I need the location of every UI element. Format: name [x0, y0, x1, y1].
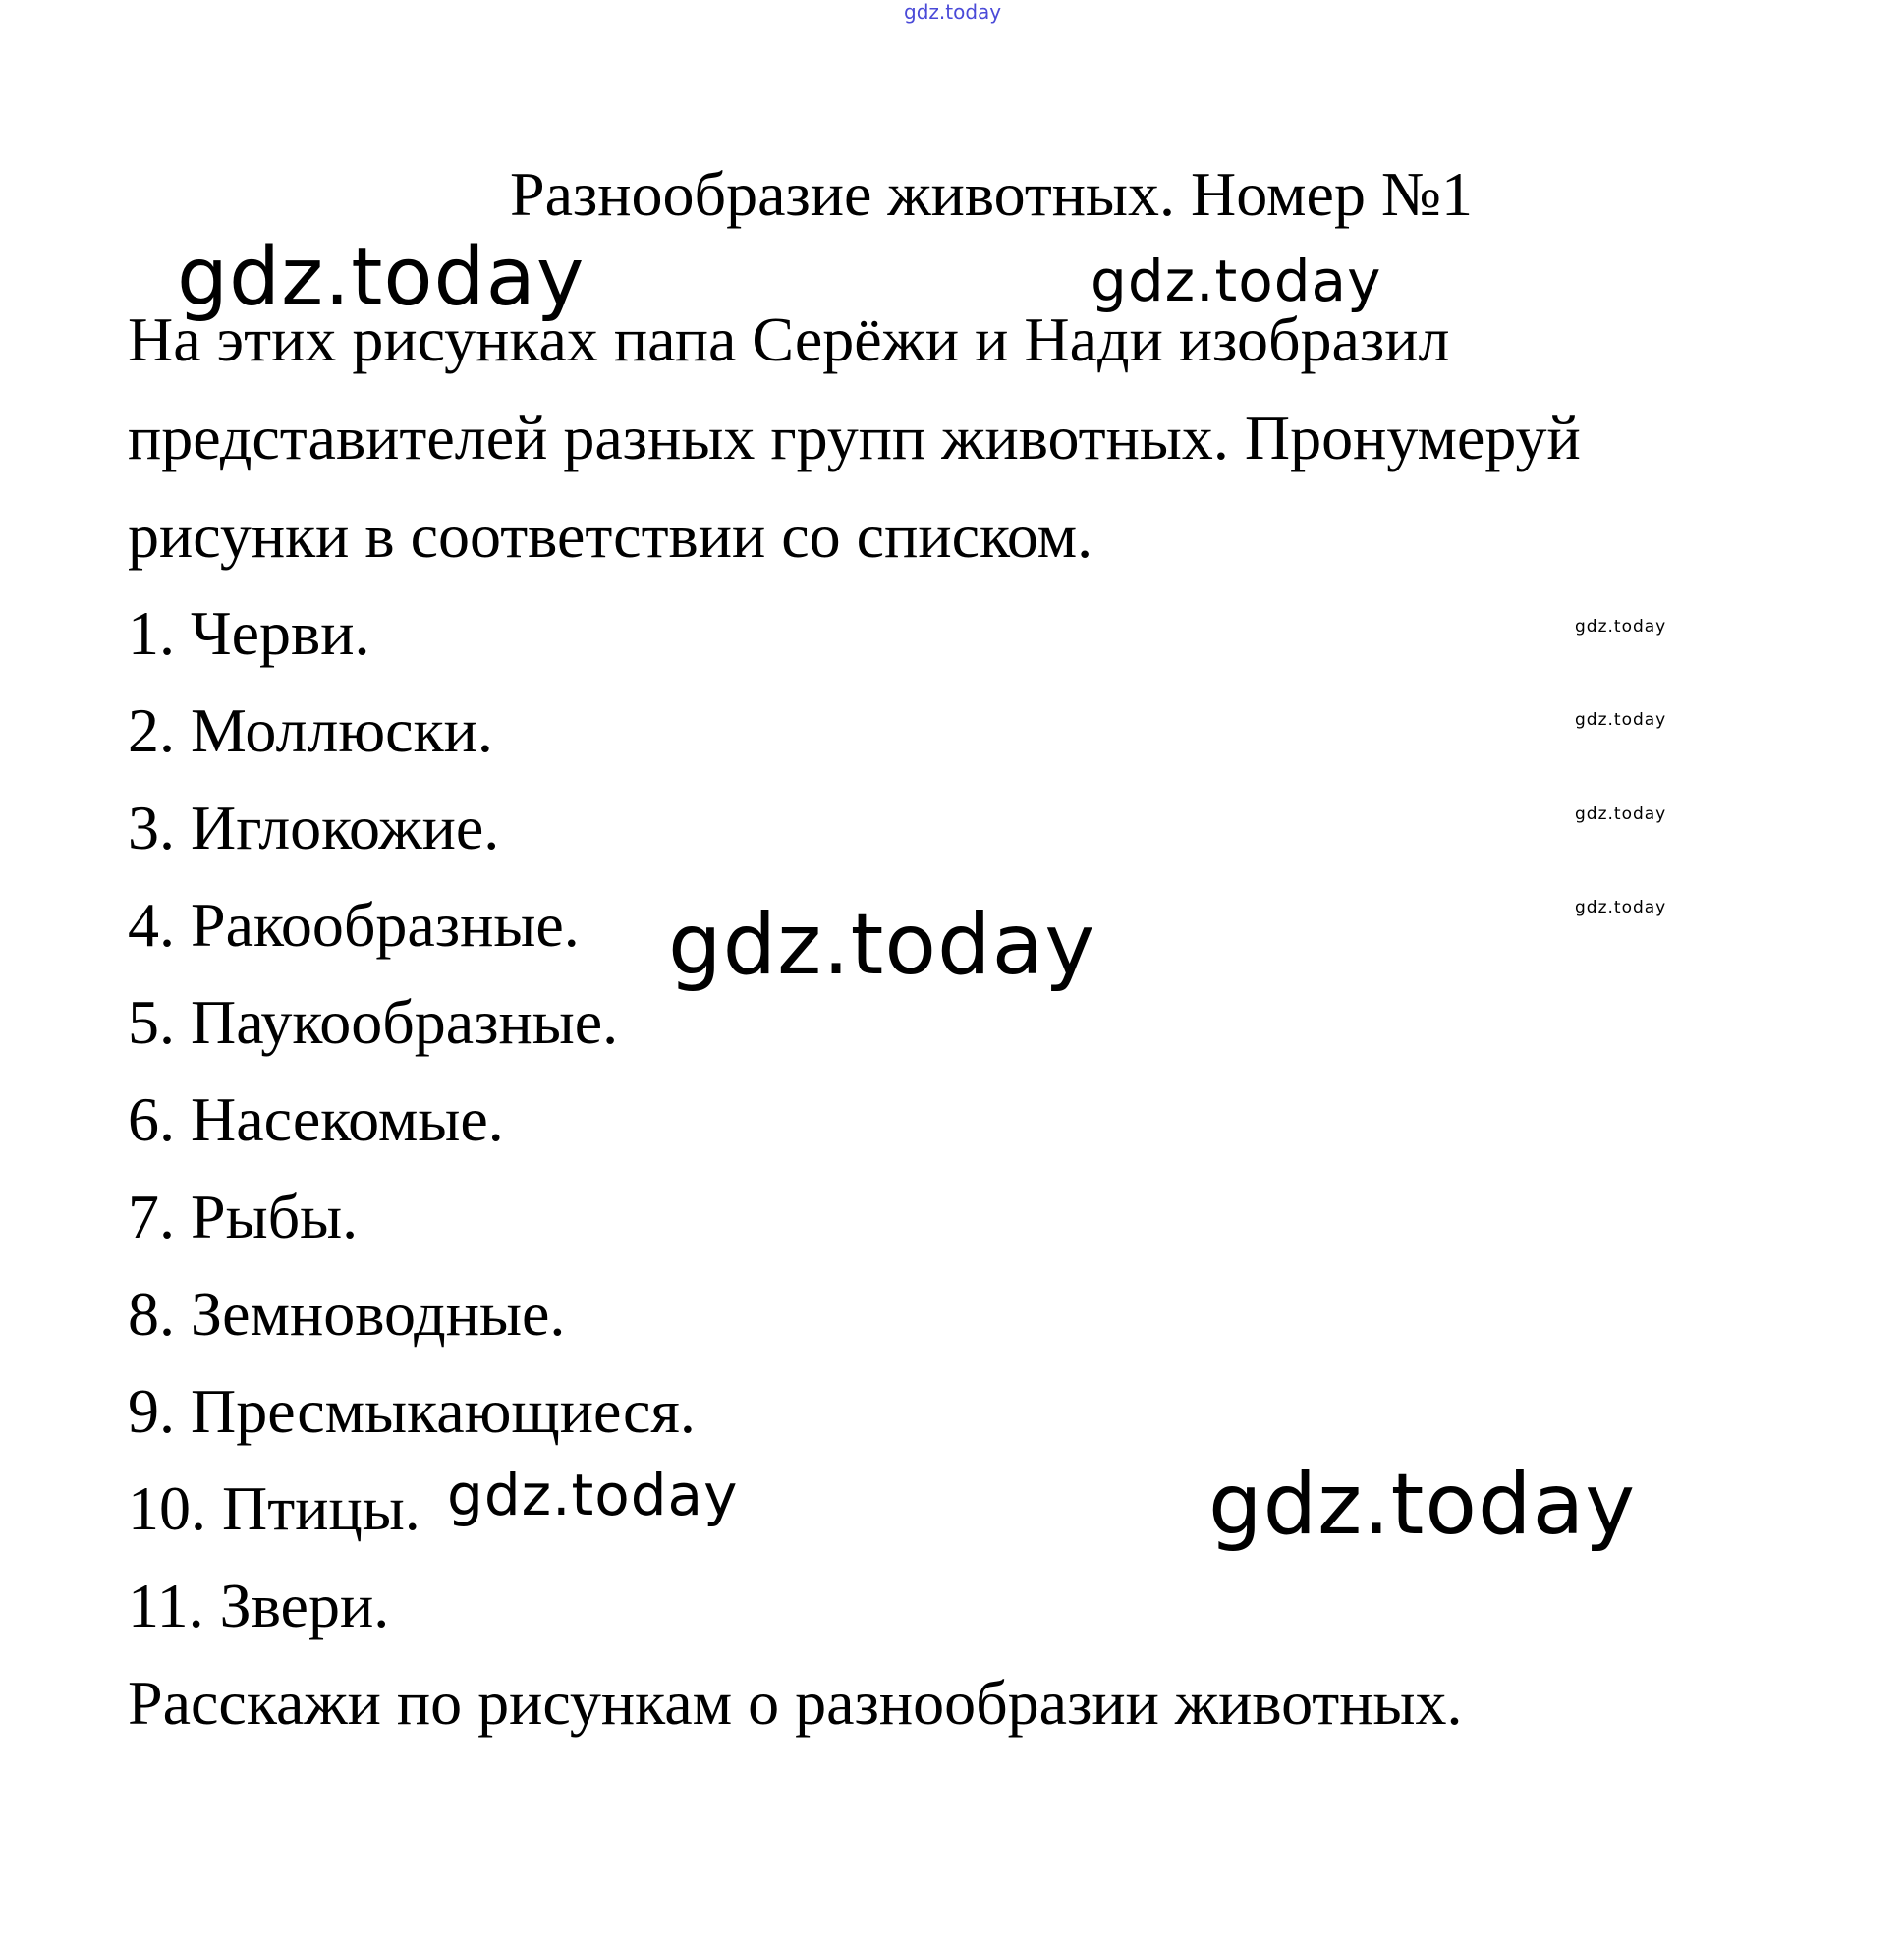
watermark-small: gdz.today: [1575, 898, 1667, 917]
watermark-small: gdz.today: [1575, 804, 1667, 824]
top-watermark: gdz.today: [904, 0, 1002, 24]
list-item: 3. Иглокожие.: [128, 793, 500, 862]
closing-line: Расскажи по рисункам о разнообразии животных.: [128, 1668, 1463, 1738]
watermark-large: gdz.today: [177, 231, 586, 324]
watermark-medium: gdz.today: [447, 1462, 739, 1528]
list-item: 6. Насекомые.: [128, 1084, 504, 1154]
list-item: 4. Ракообразные.: [128, 890, 580, 960]
list-item: 5. Паукообразные.: [128, 987, 619, 1057]
watermark-small: gdz.today: [1575, 617, 1667, 636]
intro-line: представителей разных групп животных. Пронумеруй: [128, 403, 1581, 472]
watermark-medium: gdz.today: [1091, 248, 1382, 314]
intro-line: рисунки в соответствии со списком.: [128, 501, 1093, 571]
watermark-large: gdz.today: [668, 896, 1096, 994]
list-item: 8. Земноводные.: [128, 1279, 566, 1349]
list-item: 1. Черви.: [128, 598, 370, 668]
intro-line: На этих рисунках папа Серёжи и Нади изобразил: [128, 304, 1450, 374]
page-title: Разнообразие животных. Номер №1: [509, 159, 1474, 229]
list-item: 10. Птицы.: [128, 1473, 420, 1543]
list-item: 9. Пресмыкающиеся.: [128, 1376, 696, 1446]
watermark-small: gdz.today: [1575, 710, 1667, 730]
watermark-large: gdz.today: [1208, 1456, 1637, 1554]
list-item: 11. Звери.: [128, 1571, 390, 1640]
list-item: 2. Моллюски.: [128, 695, 493, 765]
list-item: 7. Рыбы.: [128, 1182, 359, 1251]
